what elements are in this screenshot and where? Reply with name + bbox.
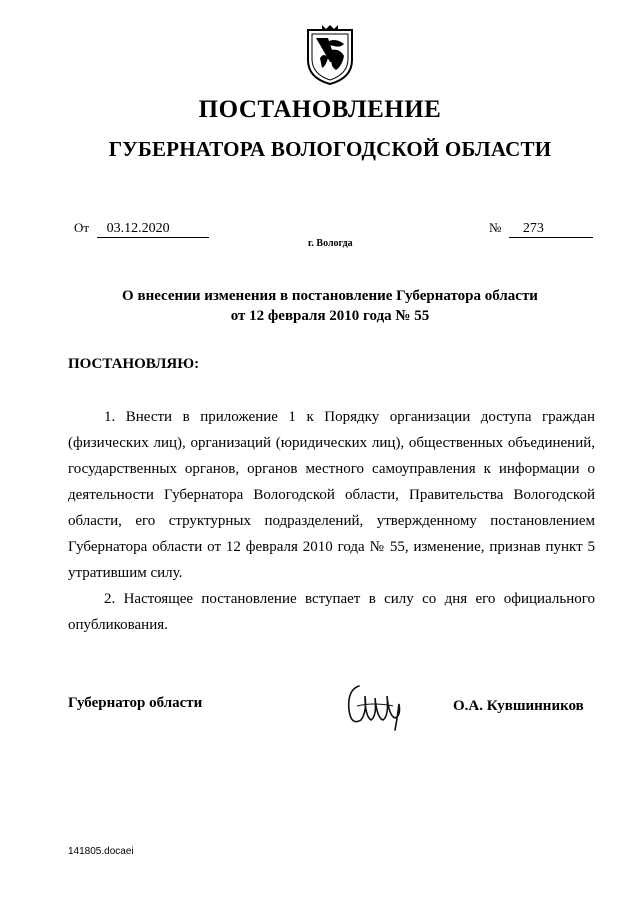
handwritten-signature xyxy=(343,676,411,734)
subject-line-2: от 12 февраля 2010 года № 55 xyxy=(230,308,430,324)
coat-of-arms-icon xyxy=(300,22,360,86)
subject-line-1: О внесении изменения в постановление Губернатора области xyxy=(122,288,538,304)
number-label: № xyxy=(489,220,502,235)
document-body xyxy=(68,404,595,638)
paragraph-2: 2. Настоящее постановление вступает в силу со дня его официального опубликования. xyxy=(68,591,595,633)
decree-heading: ПОСТАНОВЛЯЮ: xyxy=(68,356,200,372)
number-value: 273 xyxy=(509,221,593,238)
document-title: ПОСТАНОВЛЕНИЕ xyxy=(198,96,442,123)
issuing-authority: ГУБЕРНАТОРА ВОЛОГОДСКОЙ ОБЛАСТИ xyxy=(108,137,552,161)
date-label: От xyxy=(74,220,90,235)
city-label: г. Вологда xyxy=(308,238,353,249)
date-value: 03.12.2020 xyxy=(97,221,209,238)
document-number xyxy=(489,220,593,238)
document-date xyxy=(74,220,209,238)
signatory-position: Губернатор области xyxy=(68,695,203,711)
signatory-name: О.А. Кувшинников xyxy=(453,698,584,714)
paragraph-1: 1. Внести в приложение 1 к Порядку организации доступа граждан (физических лиц), организаций (юридических лиц), общественных объединений, государственных органов, органов местного самоуправления к информации о деятельности Губернатора Вологодской области, Правительства Вологодской области, его структурных подразделений, утвержденному постановлением Губернатора области от 12 февраля 2010 года № 55, изменение, признав пункт 5 утратившим силу. xyxy=(68,409,595,581)
document-subject xyxy=(0,286,640,326)
file-reference: 141805.docaei xyxy=(68,846,134,857)
